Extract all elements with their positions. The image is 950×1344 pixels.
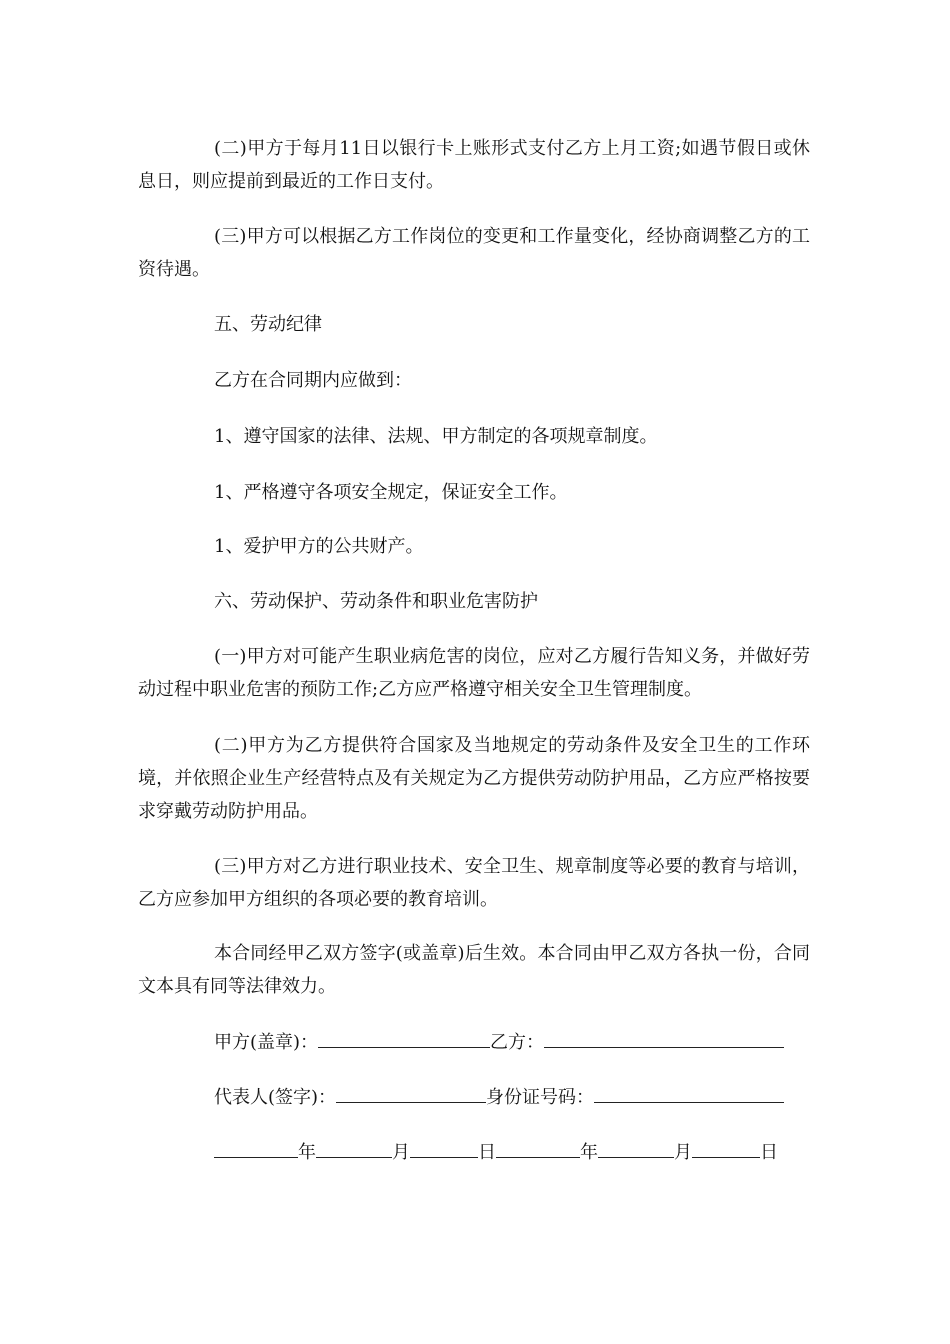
party-a-label: 甲方(盖章)： [214, 1032, 319, 1053]
date-b-year-label: 年 [580, 1142, 598, 1163]
section-heading-labor-discipline: 五、劳动纪律 [214, 314, 322, 335]
id-number-label: 身份证号码： [486, 1087, 595, 1108]
party-b-label: 乙方： [490, 1032, 545, 1053]
signature-line-dates [214, 1139, 778, 1165]
date-a-month-label: 月 [392, 1142, 410, 1163]
date-a-year-blank[interactable] [214, 1139, 298, 1158]
representative-blank[interactable] [336, 1084, 486, 1103]
paragraph-training: (三)甲方对乙方进行职业技术、安全卫生、规章制度等必要的教育与培训，乙方应参加甲方组织的各项必要的教育培训。 [138, 856, 810, 910]
representative-label: 代表人(签字)： [214, 1087, 337, 1108]
signature-line-representative [214, 1084, 784, 1110]
list-item-property: 1、爱护甲方的公共财产。 [214, 536, 424, 557]
paragraph-salary-adjustment: (三)甲方可以根据乙方工作岗位的变更和工作量变化，经协商调整乙方的工资待遇。 [138, 226, 810, 280]
date-a-year-label: 年 [298, 1142, 316, 1163]
date-b-day-label: 日 [760, 1142, 778, 1163]
date-a-day-blank[interactable] [410, 1139, 478, 1158]
date-b-year-blank[interactable] [496, 1139, 580, 1158]
paragraph-intro-obligations: 乙方在合同期内应做到： [214, 370, 412, 391]
date-b-month-label: 月 [674, 1142, 692, 1163]
list-item-safety: 1、严格遵守各项安全规定，保证安全工作。 [214, 482, 568, 503]
date-b-day-blank[interactable] [692, 1139, 760, 1158]
section-heading-labor-protection: 六、劳动保护、劳动条件和职业危害防护 [214, 591, 538, 612]
list-item-obey-laws: 1、遵守国家的法律、法规、甲方制定的各项规章制度。 [214, 426, 658, 447]
id-number-blank[interactable] [594, 1084, 784, 1103]
date-a-month-blank[interactable] [316, 1139, 392, 1158]
paragraph-effectiveness: 本合同经甲乙双方签字(或盖章)后生效。本合同由甲乙双方各执一份，合同文本具有同等法律效力。 [138, 943, 810, 997]
date-b-month-blank[interactable] [598, 1139, 674, 1158]
date-a-day-label: 日 [478, 1142, 496, 1163]
paragraph-salary-payment: (二)甲方于每月11日以银行卡上账形式支付乙方上月工资;如遇节假日或休息日，则应提前到最近的工作日支付。 [138, 138, 810, 192]
paragraph-working-conditions: (二)甲方为乙方提供符合国家及当地规定的劳动条件及安全卫生的工作环境，并依照企业生产经营特点及有关规定为乙方提供劳动防护用品，乙方应严格按要求穿戴劳动防护用品。 [138, 735, 810, 822]
signature-line-parties [214, 1029, 784, 1055]
paragraph-occupational-hazard: (一)甲方对可能产生职业病危害的岗位，应对乙方履行告知义务，并做好劳动过程中职业危害的预防工作;乙方应严格遵守相关安全卫生管理制度。 [138, 646, 810, 700]
party-a-blank[interactable] [318, 1029, 490, 1048]
party-b-blank[interactable] [544, 1029, 784, 1048]
